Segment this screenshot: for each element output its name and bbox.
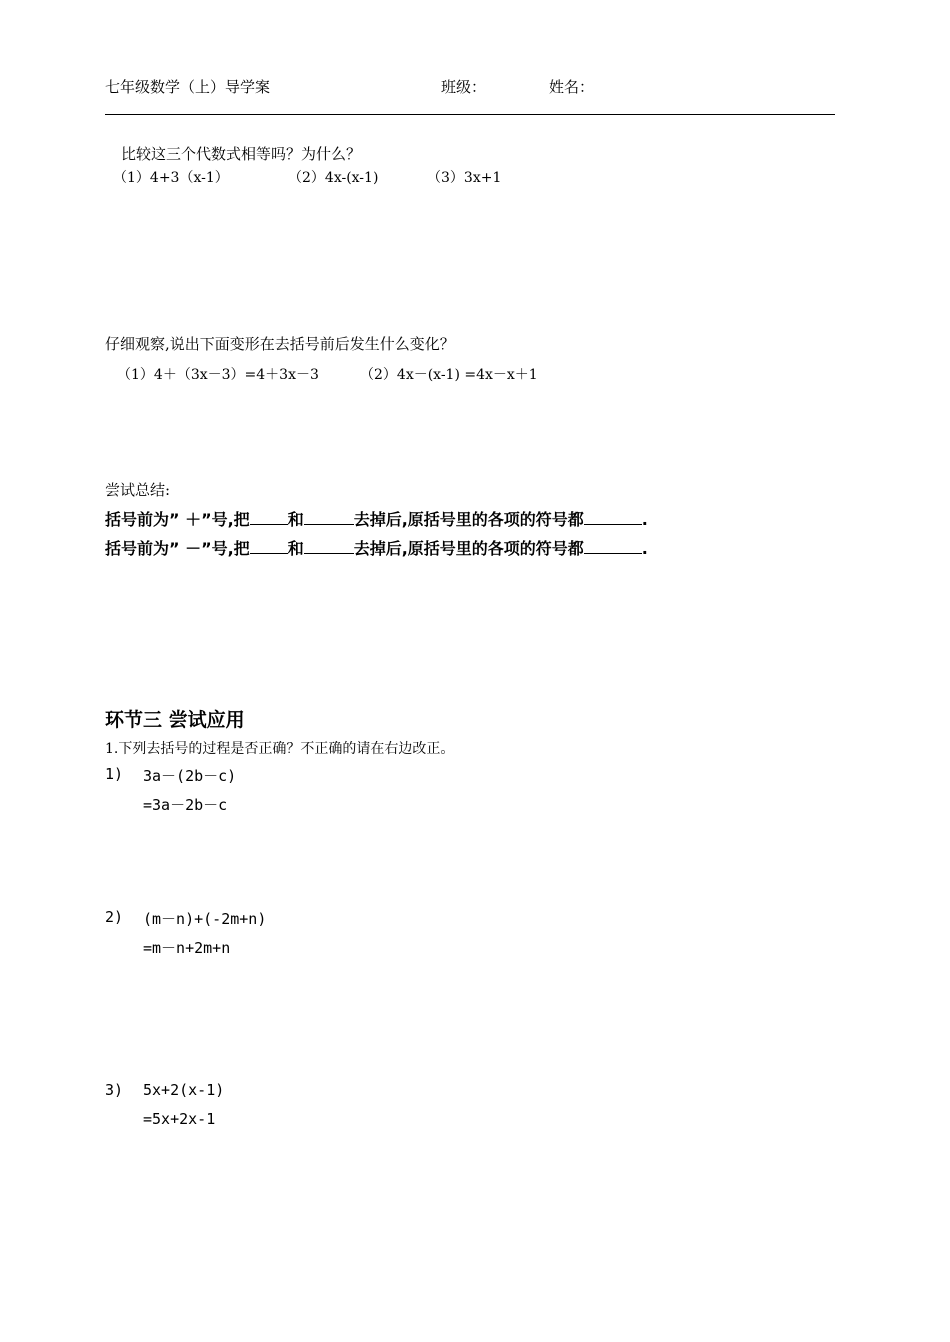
compare-item-3: （3）3x+1: [427, 170, 502, 186]
summary-plus-part-d: .: [641, 510, 648, 529]
summary-line-plus: [105, 507, 648, 530]
blank-2[interactable]: [304, 509, 354, 525]
header-rule: [105, 114, 835, 115]
compare-item-2: （2）4x-(x-1): [288, 170, 379, 186]
problem-3-number: 3): [105, 1081, 124, 1099]
summary-minus-part-c: 去掉后,原括号里的各项的符号都: [353, 539, 584, 558]
blank-6[interactable]: [584, 538, 642, 554]
summary-minus-part-b: 和: [287, 539, 304, 558]
problem-2-number: 2): [105, 908, 124, 926]
problem-2-line-2: =m－n+2m+n: [143, 939, 231, 957]
blank-5[interactable]: [304, 538, 354, 554]
section-question: 1.下列去括号的过程是否正确？不正确的请在右边改正。: [105, 741, 455, 757]
blank-4[interactable]: [250, 538, 288, 554]
compare-question: 比较这三个代数式相等吗？为什么？: [121, 145, 362, 163]
summary-label: 尝试总结:: [105, 481, 171, 499]
blank-1[interactable]: [250, 509, 288, 525]
summary-plus-part-a: 括号前为” ＋”号,把: [105, 510, 250, 529]
problem-1-number: 1): [105, 765, 124, 783]
name-label: 姓名：: [549, 78, 595, 96]
summary-line-minus: [105, 536, 648, 559]
class-label: 班级：: [441, 78, 487, 96]
problem-3-line-2: =5x+2x-1: [143, 1110, 216, 1128]
problem-2-line-1: (m－n)+(-2m+n): [143, 910, 267, 928]
observe-item-1: （1）4＋（3x－3）=4＋3x－3: [117, 367, 319, 383]
summary-minus-part-d: .: [641, 539, 648, 558]
compare-item-1: （1）4+3（x-1）: [113, 170, 229, 186]
problem-1-line-1: 3a－(2b－c): [143, 767, 237, 785]
summary-plus-part-b: 和: [287, 510, 304, 529]
summary-minus-part-a: 括号前为” －”号,把: [105, 539, 250, 558]
header-title: 七年级数学（上）导学案: [105, 78, 271, 96]
observe-question: 仔细观察,说出下面变形在去括号前后发生什么变化？: [105, 335, 455, 353]
blank-3[interactable]: [584, 509, 642, 525]
problem-1-line-2: =3a－2b－c: [143, 796, 228, 814]
observe-item-2: （2）4x－(x-1) =4x－x＋1: [360, 367, 538, 383]
problem-3-line-1: 5x+2(x-1): [143, 1081, 225, 1099]
section-title: 环节三 尝试应用: [105, 709, 245, 731]
summary-plus-part-c: 去掉后,原括号里的各项的符号都: [353, 510, 584, 529]
